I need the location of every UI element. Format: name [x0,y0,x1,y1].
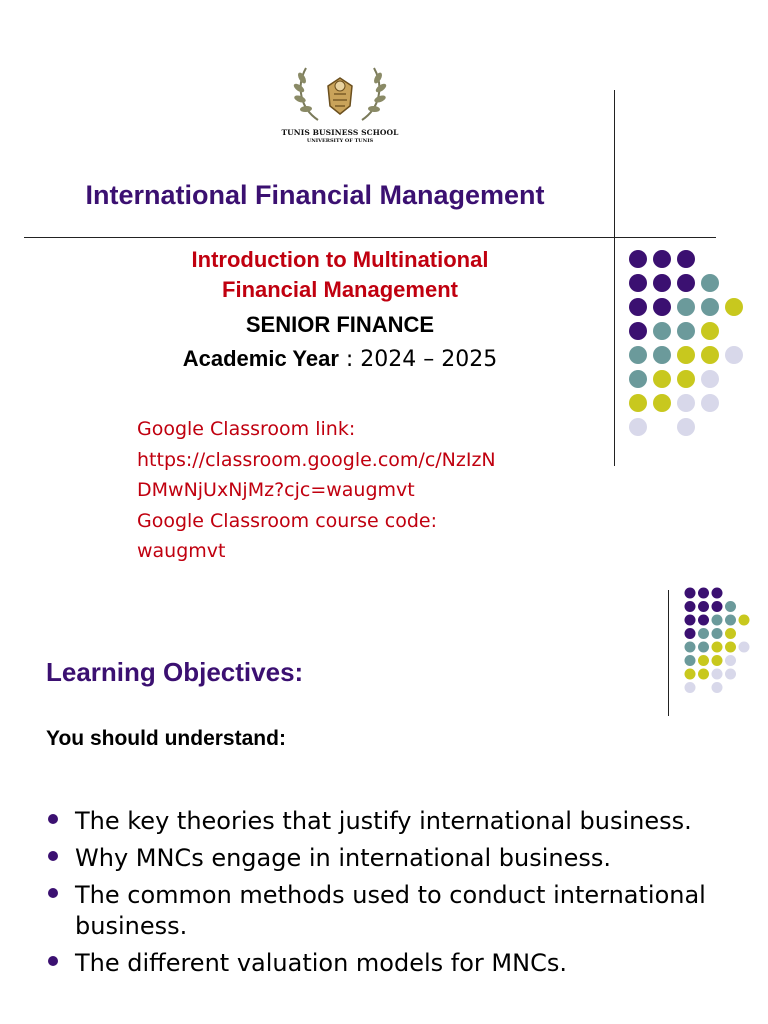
list-item-text: The different valuation models for MNCs. [75,949,567,977]
decorative-dot [725,655,736,666]
decorative-dot [701,274,719,292]
bullet-icon [48,888,58,898]
decorative-dot [685,615,696,626]
objectives-intro: You should understand: [46,727,286,750]
list-item-text: The key theories that justify international business. [75,807,692,835]
decorative-dot [677,346,695,364]
decorative-dot [629,298,647,316]
list-item-text: The common methods used to conduct international business. [75,881,706,940]
decorative-dot [725,628,736,639]
page-title: International Financial Management [85,180,545,210]
decorative-dot [701,394,719,412]
list-item [46,806,746,837]
decorative-dot [698,669,709,680]
decorative-dot [685,669,696,680]
decorative-dot [629,418,647,436]
objectives-list [46,806,746,985]
school-name: TUNIS BUSINESS SCHOOL [281,128,399,137]
decorative-dot [685,655,696,666]
decorative-dot [698,601,709,612]
decorative-dot [629,274,647,292]
vertical-divider-small [668,590,669,716]
bullet-icon [48,851,58,861]
decorative-dot [712,628,723,639]
decorative-dots-large [622,246,752,446]
decorative-dot [685,628,696,639]
academic-year-separator: : [338,347,361,372]
subtitle-line: Introduction to Multinational [191,247,489,272]
title-divider [24,237,716,238]
decorative-dot [701,298,719,316]
decorative-dot [701,322,719,340]
classroom-link[interactable]: https://classroom.google.com/c/NzIzN [137,448,496,471]
decorative-dot [701,370,719,388]
decorative-dot [725,346,743,364]
decorative-dot [629,346,647,364]
list-item-text: Why MNCs engage in international business. [75,844,612,872]
bullet-icon [48,814,58,824]
list-item [46,880,746,942]
list-item [46,843,746,874]
decorative-dot [698,655,709,666]
decorative-dot [712,642,723,653]
decorative-dot [677,418,695,436]
academic-year-value: 2024 – 2025 [360,347,498,372]
decorative-dot [629,370,647,388]
university-name: UNIVERSITY OF TUNIS [306,138,374,144]
decorative-dot [712,669,723,680]
course-level: SENIOR FINANCE [245,312,435,337]
bullet-icon [48,956,58,966]
decorative-dot [725,298,743,316]
decorative-dot [685,601,696,612]
decorative-dot [725,601,736,612]
decorative-dot [653,274,671,292]
list-item [46,948,746,979]
decorative-dot [653,370,671,388]
decorative-dot [653,394,671,412]
decorative-dots-small [676,585,758,700]
decorative-dot [739,615,750,626]
decorative-dot [698,615,709,626]
vertical-divider [614,90,615,466]
decorative-dot [685,588,696,599]
decorative-dot [712,655,723,666]
decorative-dot [698,642,709,653]
objectives-title: Learning Objectives: [46,657,304,687]
decorative-dot [653,250,671,268]
decorative-dot [739,642,750,653]
decorative-dot [698,588,709,599]
decorative-dot [629,394,647,412]
decorative-dot [712,682,723,693]
eagle-laurel-icon [278,60,402,128]
decorative-dot [677,274,695,292]
decorative-dot [685,682,696,693]
classroom-code: waugmvt [137,540,226,562]
decorative-dot [653,298,671,316]
classroom-link-label: Google Classroom link: [137,418,356,440]
decorative-dot [712,601,723,612]
decorative-dot [629,322,647,340]
classroom-link[interactable]: DMwNjUxNjMz?cjc=waugmvt [137,479,415,501]
decorative-dot [677,298,695,316]
decorative-dot [685,642,696,653]
classroom-info [137,414,567,567]
decorative-dot [653,322,671,340]
decorative-dot [725,615,736,626]
academic-year [120,346,560,372]
decorative-dot [677,322,695,340]
decorative-dot [629,250,647,268]
decorative-dot [677,394,695,412]
academic-year-label: Academic Year [182,346,339,371]
subtitle [120,245,560,305]
decorative-dot [701,346,719,364]
subtitle-line: Financial Management [222,277,458,302]
decorative-dot [653,346,671,364]
decorative-dot [725,642,736,653]
classroom-code-label: Google Classroom course code: [137,509,437,532]
decorative-dot [725,669,736,680]
decorative-dot [698,628,709,639]
decorative-dot [712,588,723,599]
decorative-dot [677,250,695,268]
decorative-dot [677,370,695,388]
decorative-dot [712,615,723,626]
